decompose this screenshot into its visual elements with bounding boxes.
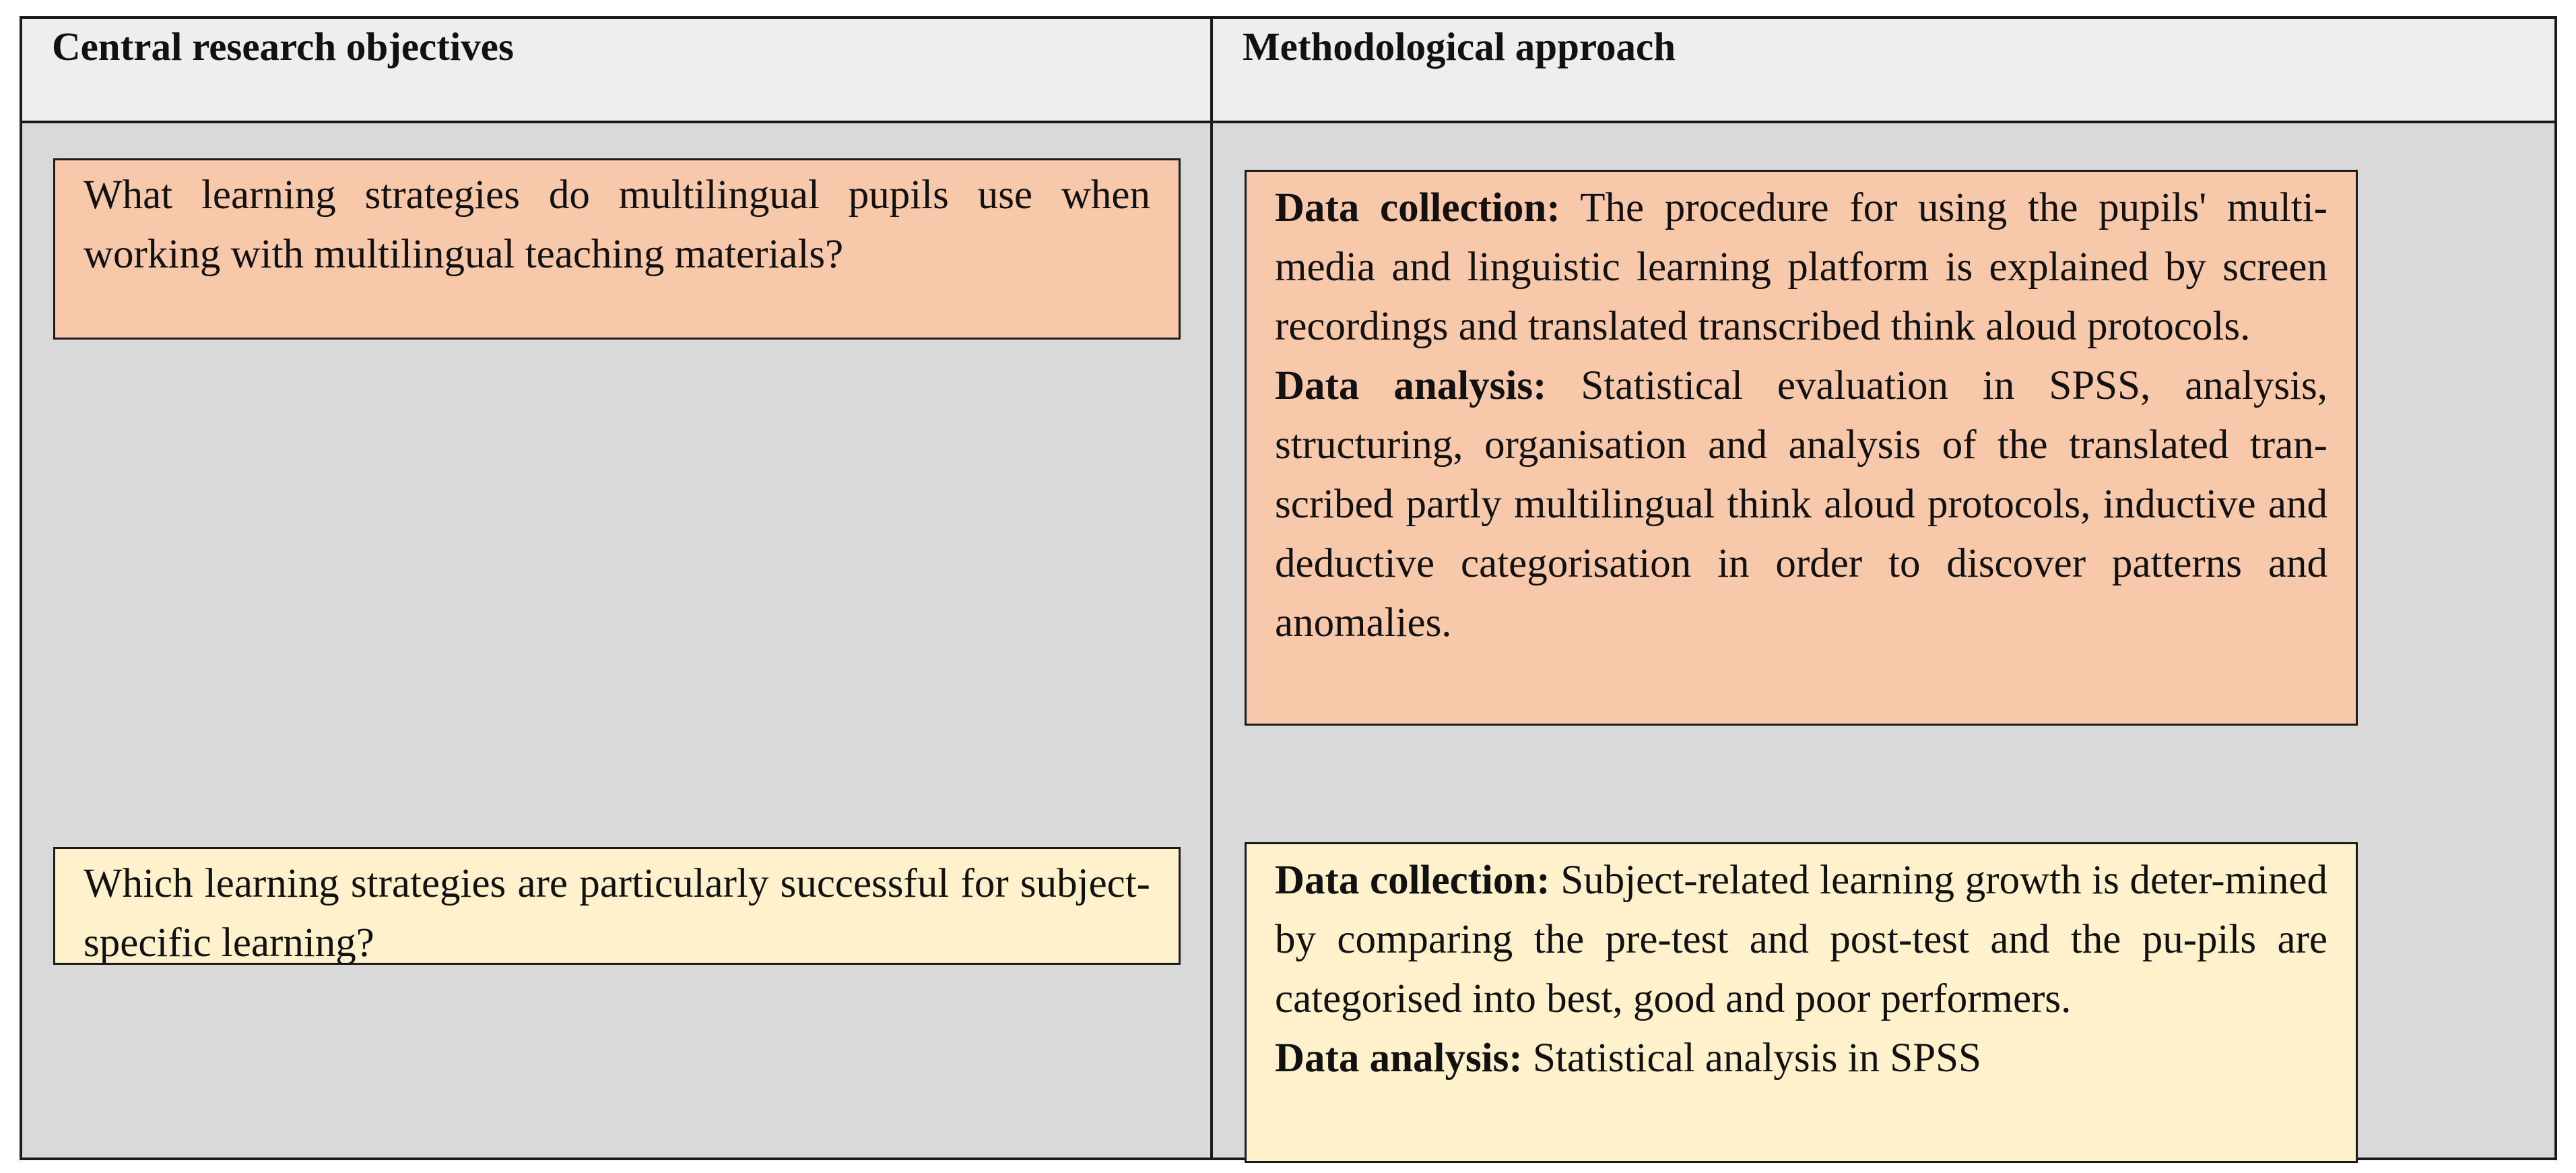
header-objectives: Central research objectives [52,24,514,69]
research-table [20,16,2557,1160]
analysis-text-1: Statistical evaluation in SPSS, analysis, structuring, organisation and analysis of the translated tran-scribed partly multilingual think aloud protocols, inductive and deductive categorisation in order to discover patterns and anomalies. [1275,363,2327,645]
method-collection-2 [1275,851,2327,1029]
method-box-2 [1245,842,2358,1163]
analysis-label-1: Data analysis: [1275,363,1547,408]
collection-text-2: Subject-related learning growth is deter-mined by comparing the pre-test and post-test and the pu-pils are categorised into best, good and poor performers. [1275,858,2327,1021]
objective-text-2: Which learning strategies are particularly successful for subject-specific learning? [84,861,1150,965]
method-box-1 [1245,170,2358,726]
method-analysis-1 [1275,356,2327,653]
collection-text-1: The procedure for using the pupils' multi-media and linguistic learning platform is explained by screen recordings and translated transcribed think aloud protocols. [1275,185,2327,349]
column-divider [1210,19,1213,1158]
objective-box-2 [53,847,1181,965]
table-header-row [22,19,2554,123]
collection-label-2: Data collection: [1275,858,1550,903]
analysis-text-2: Statistical analysis in SPSS [1532,1036,1981,1081]
table-edge-mark [2554,66,2560,201]
collection-label-1: Data collection: [1275,185,1560,230]
header-methodology: Methodological approach [1243,24,1676,69]
objective-text-1: What learning strategies do multilingual pupils use when working with multilingual teaching materials? [84,172,1150,277]
analysis-label-2: Data analysis: [1275,1036,1523,1081]
method-collection-1 [1275,179,2327,356]
method-analysis-2 [1275,1029,2327,1088]
objective-box-1 [53,158,1181,340]
